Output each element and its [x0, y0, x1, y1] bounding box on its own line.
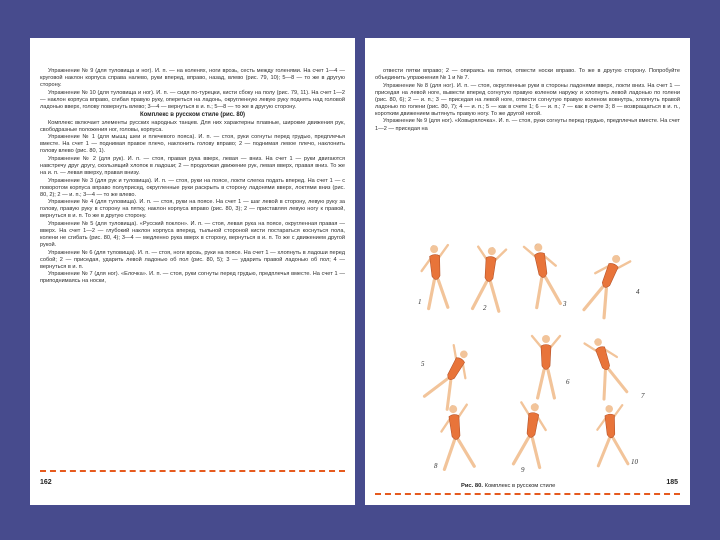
dancer-torso	[534, 252, 548, 278]
dancer-figure	[472, 246, 506, 312]
dancer-leg	[532, 278, 547, 307]
dancer-arm	[524, 245, 536, 259]
page-divider-rule	[375, 493, 680, 495]
figure-caption	[461, 483, 555, 489]
dancer-leg	[596, 438, 611, 465]
dancer-figure	[524, 241, 563, 308]
left-page-text-top	[40, 68, 345, 286]
paragraph: Упражнение № 7 (для ног). «Елочка». И. п. — стоя, руки согнуты перед грудью, предплечья вместе. На счет 1 — приподнимаясь на носки,	[40, 271, 345, 285]
dancer-arm	[495, 249, 506, 262]
dancer-leg	[438, 279, 448, 307]
dancer-arm	[448, 345, 462, 360]
dancer-torso	[605, 414, 616, 438]
dancer-leg	[538, 370, 544, 398]
dancer-figure	[581, 250, 631, 319]
caption-text: Комплекс в русском стиле	[484, 483, 556, 489]
exercise-figure	[411, 236, 661, 480]
figure-number: 6	[566, 378, 570, 386]
dancer-leg	[609, 366, 627, 394]
dancer-leg	[424, 373, 447, 402]
left-page	[30, 38, 355, 505]
dancer-torso	[445, 356, 465, 381]
dancer-torso	[595, 346, 611, 372]
dancer-torso	[484, 256, 497, 282]
dancer-leg	[596, 371, 614, 399]
figure-number: 9	[521, 466, 525, 474]
figure-number: 3	[563, 300, 567, 308]
dancer-figure	[424, 344, 477, 409]
dancer-torso	[449, 414, 462, 440]
dancer-figure	[594, 404, 628, 466]
dancer-figure	[584, 334, 628, 399]
right-page-text	[375, 68, 680, 133]
paragraph: Комплекс включает элементы русских народных танцев. Для них характерны плавные, широкие движения рук, свободразные положения ног, головы, корпуса.	[40, 119, 345, 133]
figure-number: 7	[641, 392, 645, 400]
dancer-arm	[532, 336, 542, 348]
paragraph: Упражнение № 9 (для ног). «Ковырялочка». И. п. — стоя, руки согнуты перед грудью, предплечья вместе. На счет 1—2 — приседая на	[375, 118, 680, 132]
paragraph: Упражнение № 9 (для туловища и ног). И. п. — на коленях, ноги врозь, сесть между голенями. На счет 1—4 — круговой наклон корпуса справа налево, руки вперед, вправо, назад, влево (рис. 79, 10); 5—8 — то же в другую сторону.	[40, 68, 345, 89]
dancer-leg	[546, 276, 561, 305]
dancer-head	[534, 243, 543, 252]
dancer-head	[593, 337, 603, 347]
dancer-leg	[548, 370, 554, 398]
dancer-torso	[430, 254, 442, 280]
dancer-head	[449, 405, 458, 414]
dancer-torso	[526, 412, 539, 438]
paragraph: Упражнение № 4 (для туловища). И. п. — стоя, руки на поясе. На счет 1 — шаг левой в сторону, левую руку за голову, правую руку в сторону на пятку, наклон корпуса вправо (рис. 80, 3); 2 — приставляя левую ногу к правой, вернуться в и. п. То же в другую сторону.	[40, 199, 345, 220]
dancer-leg	[427, 280, 437, 308]
dancer-figure	[532, 335, 560, 398]
dancer-leg	[488, 282, 502, 311]
dancer-leg	[458, 438, 474, 467]
dancer-head	[430, 245, 439, 254]
dancer-head	[530, 403, 539, 412]
figure-number: 8	[434, 462, 438, 470]
figure-number: 5	[421, 360, 425, 368]
page-number: 162	[40, 479, 52, 486]
section-title: Комплекс в русском стиле (рис. 80)	[139, 111, 246, 118]
dancer-head	[611, 254, 621, 264]
dancer-head	[459, 349, 469, 359]
dancer-figure	[513, 401, 549, 467]
paragraph: Упражнение № 10 (для туловища и ног). И. п. — сидя по-турецки, кисти сбоку на полу (рис. 79, 11). На счет 1—2 — наклон корпуса вправо, сгибая правую руку, опереться на ладонь, округленную левую руку поднять над головой ладонью вверх, голову повернуть влево; 3—4 — вернуться в и. п.; 5—8 — то же в другую сторону.	[40, 89, 345, 110]
exercise-illustration	[411, 236, 661, 480]
dancer-figure	[420, 244, 452, 309]
dancer-leg	[613, 437, 628, 464]
paragraph: Упражнение № 3 (для рук и туловища). И. п. — стоя, руки на поясе, локти слегка подать вперед. На счет 1 — с поворотом корпуса вправо полуприсед, округленные руки раскрыть в сторону ладонями вверх, локтями вниз (рис. 80, 2); 2 — и. п.; 3—4 — то же влево.	[40, 177, 345, 198]
dancer-arm	[550, 336, 560, 348]
paragraph: Упражнение № 2 (для рук). И. п. — стоя, правая рука вверх, левая — вниз. На счет 1 — руки двигаются навстречу друг другу, скользящий хлопок в ладоши; 2 — продолжая движение рук, левая вверх, правая вниз. То же на и. п. — левая вверху, правая внизу.	[40, 155, 345, 177]
paragraph: Упражнение № 8 (для ног). И. п. — стоя, округленные руки в стороны ладонями вверх, локти вниз. На счет 1 — приседая на левой ноге, вывести вперед согнутую правую коленом наружу и хлопнуть левой ладонью по голени (рис. 80, 6); 2 — и. п.; 3 — приседая на левой ноге, отвести согнутую правую коленом вовнутрь, хлопнуть правой ладонью по голени (рис. 80, 7); 4 — и. п.; 5 — как в счете 1; 6 — и. п.; 7 — как в счете 3; 8 — возвращаться в и. п., коротким движением вытянуть правую ногу. То же другой ногой.	[375, 82, 680, 117]
paragraph: отвести пятки вправо; 2 — опираясь на пятки, отвести носки вправо. То же в другую сторону. Попробуйте объединить упражнения № 1 и № 7.	[375, 68, 680, 82]
caption-prefix: Рис. 80.	[461, 483, 483, 489]
dancer-leg	[513, 436, 528, 465]
dancer-head	[487, 247, 496, 256]
page-divider-rule	[40, 470, 345, 472]
figure-number: 4	[636, 288, 640, 296]
dancer-leg	[529, 438, 544, 467]
figure-number: 10	[631, 458, 638, 466]
paragraph: Упражнение № 1 (для мышц шеи и плечевого пояса). И. п. — стоя, руки согнуты перед грудью, предплечья вместе. На счет 1 — поднимая правое плечо, наклонить голову вправо; 2 — поднимая левое плечо, наклонить голову влево (рис. 80, 1).	[40, 134, 345, 155]
page-number: 185	[666, 479, 678, 486]
dancer-leg	[442, 440, 458, 469]
paragraph: Упражнение № 6 (для туловища). И. п. — стоя, ноги врозь, руки на поясе. На счет 1 — хлопнуть в ладоши перед собой; 2 — приседая, ударить левой ладонью об пол (рис. 80, 5); 3 — ударить правой ладонью об пол; 4 — вернуться в и. п.	[40, 249, 345, 270]
right-page	[365, 38, 690, 505]
paragraph: Упражнение № 5 (для туловища). «Русский поклон». И. п. — стоя, левая рука на поясе, округленная правая — вверх. На счет 1—2 — глубокий наклон корпуса вперед, тыльной стороной кисти постараться коснуться пола, колени не сгибать (рис. 80, 4); 3—4 — медленно рука вверх в сторону, вернуться в и. п. То же с движением другой рукой.	[40, 220, 345, 249]
dancer-figure	[438, 404, 474, 470]
figure-number: 1	[418, 298, 422, 306]
dancer-torso	[600, 262, 619, 289]
dancer-head	[542, 335, 550, 343]
dancer-torso	[541, 345, 551, 370]
dancer-leg	[584, 284, 603, 313]
dancer-head	[605, 405, 613, 413]
figure-number: 2	[483, 304, 487, 312]
